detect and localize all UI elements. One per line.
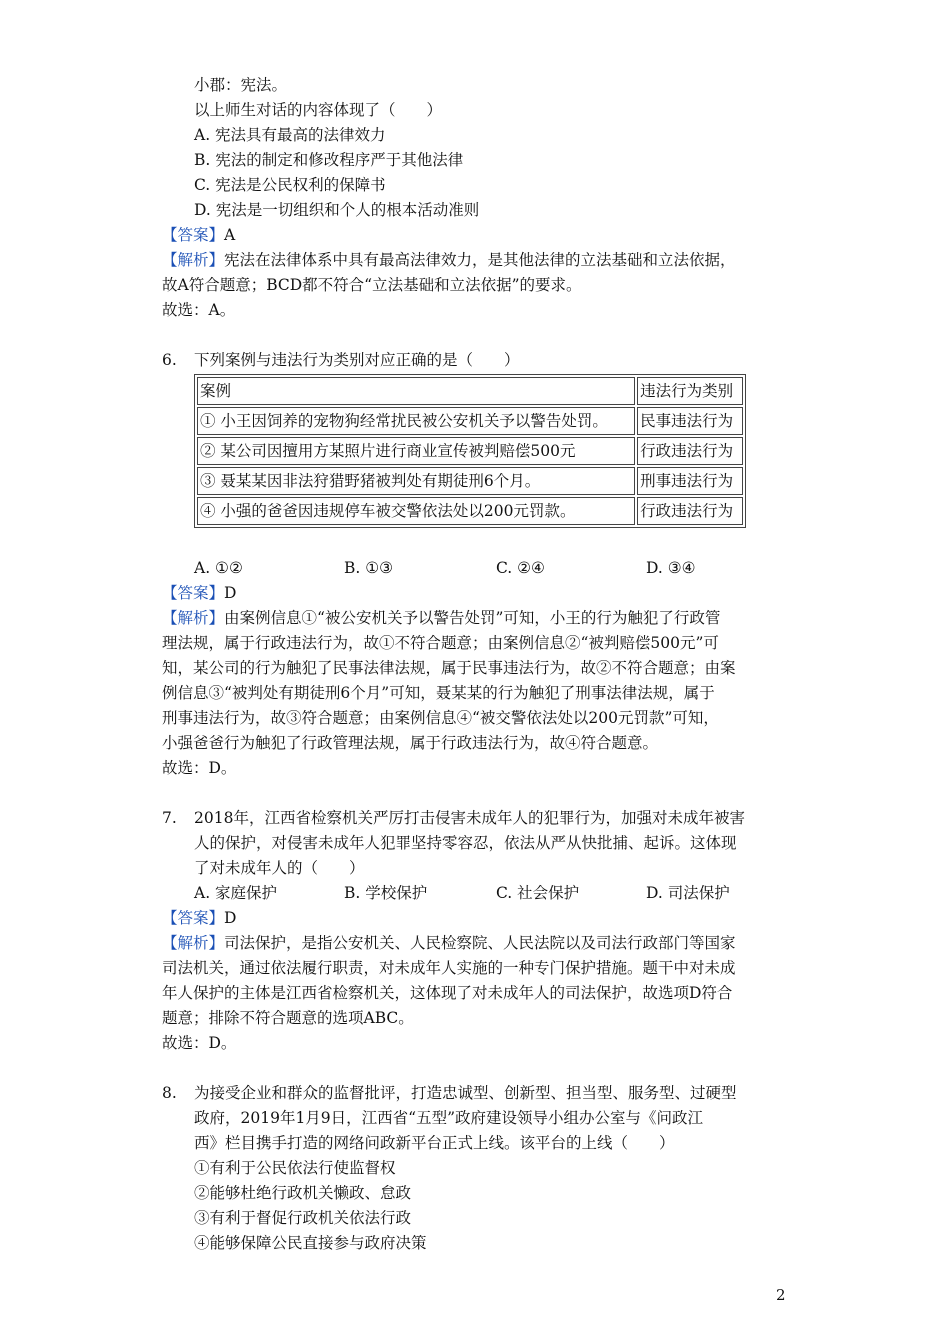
page-number: 2 (776, 1286, 786, 1304)
q6-option-d: D. ③④ (646, 559, 696, 577)
q7-analysis-line: 年人保护的主体是江西省检察机关，这体现了对未成年人的司法保护，故选项D符合 (162, 984, 733, 1002)
table-cell-case: ③ 聂某某因非法狩猎野猪被判处有期徒刑6个月。 (197, 467, 635, 495)
q7-option-a: A. 家庭保护 (194, 884, 278, 902)
table-row (197, 497, 743, 525)
q7-analysis-line: 题意；排除不符合题意的选项ABC。 (162, 1009, 414, 1027)
q8-item: ④能够保障公民直接参与政府决策 (194, 1234, 427, 1252)
q7-stem-line: 了对未成年人的（ ） (194, 859, 365, 877)
q6-analysis-line: 知，某公司的行为触犯了民事法律法规，属于民事违法行为，故②不符合题意；由案 (162, 659, 736, 677)
q7-option-b: B. 学校保护 (344, 884, 428, 902)
analysis-tag: 【解析】 (162, 251, 225, 269)
analysis-text: 宪法在法律体系中具有最高法律效力，是其他法律的立法基础和立法依据， (224, 251, 736, 269)
table-cell-case: ② 某公司因擅用方某照片进行商业宣传被判赔偿500元 (197, 437, 635, 465)
q8-item: ①有利于公民依法行使监督权 (194, 1159, 396, 1177)
q6-answer (162, 582, 236, 604)
q6-analysis-line: 刑事违法行为，故③符合题意；由案例信息④“被交警依法处以200元罚款”可知， (162, 709, 719, 727)
q5-choice: 故选：A。 (162, 301, 236, 319)
q7-analysis-line (162, 932, 736, 954)
analysis-tag: 【解析】 (162, 934, 225, 952)
q7-options (194, 882, 730, 904)
q6-option-b: B. ①③ (344, 559, 394, 577)
q8-stem-line: 西》栏目携手打造的网络问政新平台正式上线。该平台的上线（ ） (194, 1134, 675, 1152)
answer-tag: 【答案】 (162, 584, 225, 602)
q8-stem-line: 政府，2019年1月9日，江西省“五型”政府建设领导小组办公室与《问政江 (194, 1109, 704, 1127)
q6-option-a: A. ①② (194, 559, 243, 577)
table-header-case: 案例 (197, 377, 635, 405)
q5-analysis-line (162, 249, 736, 271)
q6-analysis-line: 小强爸爸行为触犯了行政管理法规，属于行政违法行为，故④符合题意。 (162, 734, 659, 752)
table-header-category: 违法行为类别 (637, 377, 743, 405)
q6-option-c: C. ②④ (496, 559, 545, 577)
q5-prompt: 以上师生对话的内容体现了（ ） (194, 101, 443, 119)
table-row (197, 467, 743, 495)
q5-answer (162, 224, 235, 246)
q8-item: ③有利于督促行政机关依法行政 (194, 1209, 412, 1227)
q6-options (194, 557, 696, 579)
answer-value: A (224, 226, 236, 244)
q6-analysis-line: 例信息③“被判处有期徒刑6个月”可知，聂某某的行为触犯了刑事法律法规，属于 (162, 684, 715, 702)
q7-choice: 故选：D。 (162, 1034, 237, 1052)
table-cell-category: 刑事违法行为 (637, 467, 743, 495)
case-table (194, 374, 746, 528)
table-row (197, 437, 743, 465)
table-cell-category: 民事违法行为 (637, 407, 743, 435)
q7-option-c: C. 社会保护 (496, 884, 580, 902)
analysis-text: 由案例信息①“被公安机关予以警告处罚”可知，小王的行为触犯了行政管 (224, 609, 721, 627)
q8-stem-line: 为接受企业和群众的监督批评，打造忠诚型、创新型、担当型、服务型、过硬型 (194, 1084, 737, 1102)
answer-value: D (224, 584, 237, 602)
table-row (197, 407, 743, 435)
q7-answer (162, 907, 236, 929)
q5-option-b: B. 宪法的制定和修改程序严于其他法律 (194, 151, 464, 169)
q5-option-c: C. 宪法是公民权利的保障书 (194, 176, 386, 194)
answer-tag: 【答案】 (162, 226, 225, 244)
table-cell-case: ④ 小强的爸爸因违规停车被交警依法处以200元罚款。 (197, 497, 635, 525)
table-cell-category: 行政违法行为 (637, 437, 743, 465)
q7-analysis-line: 司法机关，通过依法履行职责，对未成年人实施的一种专门保护措施。题干中对未成 (162, 959, 736, 977)
analysis-text: 司法保护，是指公安机关、人民检察院、人民法院以及司法行政部门等国家 (224, 934, 736, 952)
q6-stem: 下列案例与违法行为类别对应正确的是（ ） (194, 351, 520, 369)
q6-choice: 故选：D。 (162, 759, 237, 777)
table-cell-case: ① 小王因饲养的宠物狗经常扰民被公安机关予以警告处罚。 (197, 407, 635, 435)
q5-option-d: D. 宪法是一切组织和个人的根本活动准则 (194, 201, 480, 219)
q7-number: 7. (162, 809, 177, 827)
q7-option-d: D. 司法保护 (646, 884, 730, 902)
q7-stem-line: 2018年，江西省检察机关严厉打击侵害未成年人的犯罪行为，加强对未成年被害 (194, 809, 745, 827)
q5-analysis-line: 故A符合题意；BCD都不符合“立法基础和立法依据”的要求。 (162, 276, 582, 294)
answer-tag: 【答案】 (162, 909, 225, 927)
q6-analysis-line: 理法规，属于行政违法行为，故①不符合题意；由案例信息②“被判赔偿500元”可 (162, 634, 719, 652)
analysis-tag: 【解析】 (162, 609, 225, 627)
q6-number: 6. (162, 351, 177, 369)
q7-stem-line: 人的保护，对侵害未成年人犯罪坚持零容忍，依法从严从快批捕、起诉。这体现 (194, 834, 737, 852)
q6-analysis-line (162, 607, 720, 629)
table-cell-category: 行政违法行为 (637, 497, 743, 525)
q8-number: 8. (162, 1084, 177, 1102)
q8-item: ②能够杜绝行政机关懒政、怠政 (194, 1184, 412, 1202)
q5-option-a: A. 宪法具有最高的法律效力 (194, 126, 386, 144)
table-header-row (197, 377, 743, 405)
answer-value: D (224, 909, 237, 927)
q5-dialog-line: 小郡：宪法。 (194, 76, 288, 94)
